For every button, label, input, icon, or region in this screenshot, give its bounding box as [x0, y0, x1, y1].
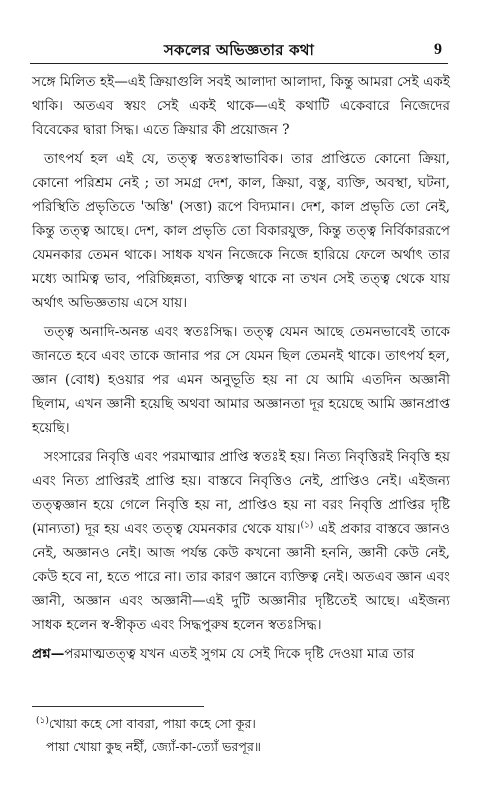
footnote-line-2: পায়া খোয়া কুছ নহীঁ, জ্যোঁ-কা-ত্যোঁ ভরপূর॥	[46, 739, 261, 754]
page-number: 9	[434, 41, 442, 58]
footnote-divider	[32, 706, 204, 707]
footnote-line-1	[36, 712, 450, 735]
running-header	[30, 38, 448, 62]
paragraph-4-part-a: সংসারের নিবৃত্তি এবং পরমাত্মার প্রাপ্তি স্বতঃই হয়। নিত্য নিবৃত্তিরই নিবৃত্তি হয় এবং নিত্য প্রাপ্তিরই প্রাপ্তি হয়। বাস্তবে নিবৃত্তিও নেই, প্রাপ্তিও নেই। এইজন্য তত্ত্বজ্ঞান হয়ে গেলে নিবৃত্তি হয় না, প্রাপ্তিও হয় না বরং নিবৃত্তি প্রাপ্তির দৃষ্টি (মান্যতা) দূর হয় এবং তত্ত্ব যেমনকার থেকে যায়।	[32, 449, 450, 537]
header-divider	[30, 63, 448, 64]
footnote-line-1-text: খোয়া কহে সো বাবরা, পায়া কহে সো কূর।	[48, 716, 256, 731]
paragraph-1: সঙ্গে মিলিত হই—এই ক্রিয়াগুলি সবই আলাদা আলাদা, কিন্তু আমরা সেই একই থাকি। অতএব স্বয়ং সেই একই থাকে—এই কথাটি একেবারে নিজেদের বিবেকের দ্বারা সিদ্ধ। এতে ক্রিয়ার কী প্রয়োজন ?	[32, 74, 450, 138]
paragraph-4-part-b: এই প্রকার বাস্তবে জ্ঞানও নেই, অজ্ঞানও নেই। আজ পর্যন্ত কেউ কখনো জ্ঞানী হননি, জ্ঞানী কেউ নেই, কেউ হবে না, হতে পারে না। তার কারণ জ্ঞানে ব্যক্তিত্ব নেই। অতএব জ্ঞান এবং জ্ঞানী, অজ্ঞান এবং অজ্ঞানী—এই দুটি অজ্ঞানীর দৃষ্টিতেই আছে। এইজন্য সাধক হলেন স্ব-স্বীকৃত এবং সিদ্ধপুরুষ হলেন স্বতঃসিদ্ধ।	[32, 521, 450, 633]
footnote-marker: (১)	[36, 715, 49, 726]
paragraph-2: তাৎপর্য হল এই যে, তত্ত্ব স্বতঃস্বাভাবিক। তার প্রাপ্তিতে কোনো ক্রিয়া, কোনো পরিশ্রম নেই ; তা সমগ্র দেশ, কাল, ক্রিয়া, বস্তু, ব্যক্তি, অবস্থা, ঘটনা, পরিস্থিতি প্রভৃতিতে 'অস্তি' (সত্তা) রূপে বিদ্যমান। দেশ, কাল প্রভৃতি তো নেই, কিন্তু তত্ত্ব আছে। দেশ, কাল প্রভৃতি তো বিকারযুক্ত, কিন্তু তত্ত্ব নির্বিকাররূপে যেমনকার তেমন থাকে। সাধক যখন নিজেকে নিজে হারিয়ে ফেলে অর্থাৎ তার মধ্যে আমিত্ব ভাব, পরিচ্ছিন্নতা, ব্যক্তিত্ব থাকে না তখন সেই তত্ত্ব থেকে যায় অর্থাৎ অভিজ্ঞতায় এসে যায়।	[32, 151, 450, 311]
footnote-reference: (১)	[300, 520, 314, 531]
question-paragraph	[32, 642, 450, 666]
chapter-title: সকলের অভিজ্ঞতার কথা	[163, 41, 315, 59]
question-label: প্রশ্ন—	[32, 646, 65, 662]
footnote-block	[36, 712, 450, 758]
paragraph-3: তত্ত্ব অনাদি-অনন্ত এবং স্বতঃসিদ্ধ। তত্ত্ব যেমন আছে তেমনভাবেই তাকে জানতে হবে এবং তাকে জানার পর সে যেমন ছিল তেমনই থাকে। তাৎপর্য হল, জ্ঞান (বোধ) হওয়ার পর এমন অনুভূতি হয় না যে আমি এতদিন অজ্ঞানী ছিলাম, এখন জ্ঞানী হয়েছি অথবা আমার অজ্ঞানতা দূর হয়েছে আমি জ্ঞানপ্রাপ্ত হয়েছি।	[32, 324, 450, 436]
paragraph-4	[32, 445, 450, 637]
question-text: পরমাত্মতত্ত্ব যখন এতই সুগম যে সেই দিকে দৃষ্টি দেওয়া মাত্র তার	[64, 646, 415, 662]
main-text	[32, 70, 450, 671]
